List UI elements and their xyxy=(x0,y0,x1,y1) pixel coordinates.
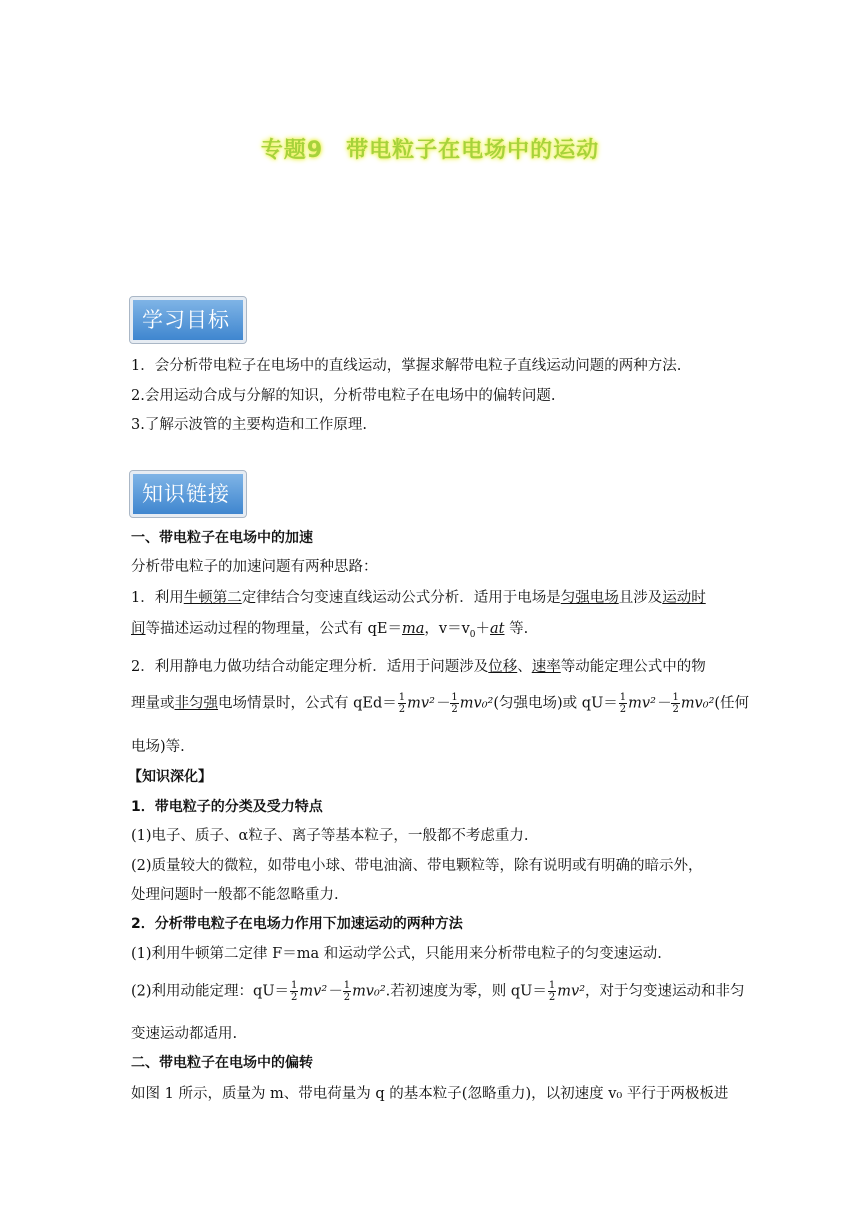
fraction-half: $\frac{1}{2}$ xyxy=(343,980,351,1003)
deepen-1-para-1: (1)电子、质子、α粒子、离子等基本粒子，一般都不考虑重力. xyxy=(131,828,529,844)
deepen-2-para-1: (1)利用牛顿第二定律 F＝ma 和运动学公式，只能用来分析带电粒子的匀变速运动. xyxy=(131,946,662,962)
method-2-line-3: 电场)等. xyxy=(131,739,185,755)
deepen-sub-1: 1．带电粒子的分类及受力特点 xyxy=(131,799,323,815)
page-title: 专题9 带电粒子在电场中的运动 xyxy=(260,138,600,163)
fraction-half: $\frac{1}{2}$ xyxy=(451,692,458,715)
deepen-2-para-2b: 变速运动都适用. xyxy=(131,1026,238,1042)
heading-deflect: 二、带电粒子在电场中的偏转 xyxy=(131,1055,313,1071)
fraction-half: $\frac{1}{2}$ xyxy=(548,980,556,1003)
method-2-line-1: 2．利用静电力做功结合动能定理分析．适用于问题涉及位移、速率等动能定理公式中的物 xyxy=(131,659,706,675)
method-1-line-2: 间等描述运动过程的物理量，公式有 qE＝ma，$v=v_0+at$ 等. xyxy=(131,621,529,640)
goal-item-1: 1．会分析带电粒子在电场中的直线运动，掌握求解带电粒子直线运动问题的两种方法. xyxy=(131,358,682,374)
goal-item-2: 2.会用运动合成与分解的知识，分析带电粒子在电场中的偏转问题. xyxy=(131,388,556,404)
fraction-half: $\frac{1}{2}$ xyxy=(398,692,406,715)
fraction-half: $\frac{1}{2}$ xyxy=(672,692,679,715)
deepen-2-para-2a: (2)利用动能定理：qU＝ $\frac{1}{2}$ mv²－ $\frac{1}{2}$ mv₀².若初速度为零，则 qU＝ $\frac{1}{2}$ mv²，对于匀变速运动和非匀 xyxy=(131,980,745,1003)
accel-intro: 分析带电粒子的加速问题有两种思路： xyxy=(131,559,378,575)
deepen-sub-2: 2．分析带电粒子在电场力作用下加速运动的两种方法 xyxy=(131,916,463,932)
deflect-para-1: 如图 1 所示，质量为 m、带电荷量为 q 的基本粒子(忽略重力)，以初速度 v₀ 平行于两极板进 xyxy=(131,1086,729,1102)
deepen-1-para-2a: (2)质量较大的微粒，如带电小球、带电油滴、带电颗粒等，除有说明或有明确的暗示外， xyxy=(131,858,703,874)
section-badge-knowledge: 知识链接 xyxy=(130,471,246,517)
fraction-half: $\frac{1}{2}$ xyxy=(291,980,298,1003)
heading-accel: 一、带电粒子在电场中的加速 xyxy=(131,530,313,546)
heading-deepen: 【知识深化】 xyxy=(128,769,212,785)
fraction-half: $\frac{1}{2}$ xyxy=(619,692,627,715)
section-badge-goals: 学习目标 xyxy=(130,297,246,343)
method-2-line-2: 理量或非匀强电场情景时，公式有 qEd＝ $\frac{1}{2}$ mv²－ $\frac{1}{2}$ mv₀²(匀强电场)或 qU＝ $\frac{1}{2}$ mv²－ $\frac{1}{2}$ mv₀²(任何 xyxy=(131,692,750,715)
deepen-1-para-2b: 处理问题时一般都不能忽略重力. xyxy=(131,887,339,903)
goal-item-3: 3.了解示波管的主要构造和工作原理. xyxy=(131,417,367,433)
method-1-line-1: 1．利用牛顿第二定律结合匀变速直线运动公式分析．适用于电场是匀强电场且涉及运动时 xyxy=(131,590,706,606)
